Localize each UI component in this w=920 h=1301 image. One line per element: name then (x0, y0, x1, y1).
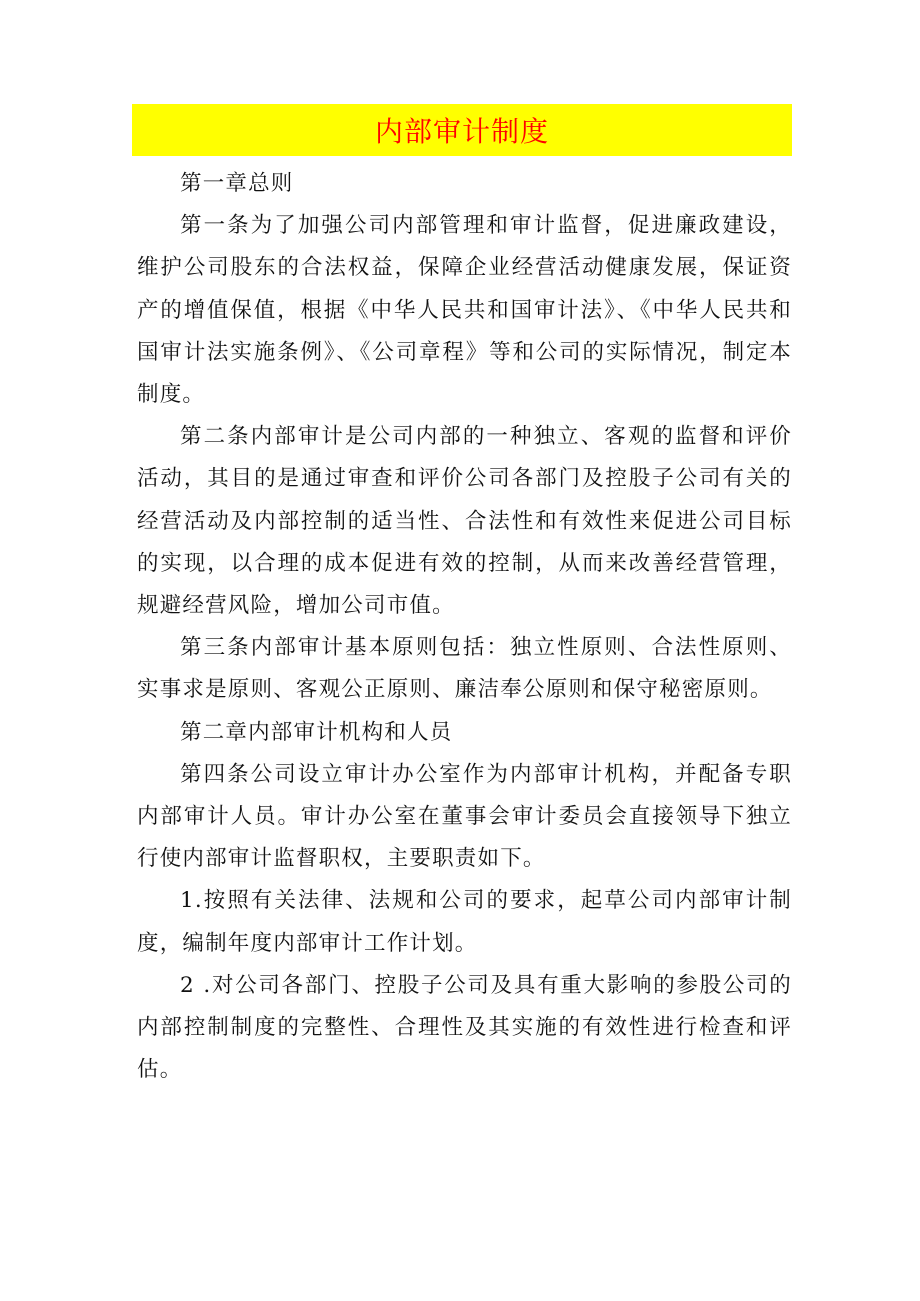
chapter-heading-2: 第二章内部审计机构和人员 (180, 719, 453, 745)
article-2: 第二条内部审计是公司内部的一种独立、客观的监督和评价活动，其目的是通过审查和评价公司各部门及控股子公司有关的经营活动及内部控制的适当性、合法性和有效性来促进公司目标的实现，以合理的成本促进有效的控制，从而来改善经营管理，规避经营风险，增加公司市值。 (137, 424, 792, 619)
article-1: 第一条为了加强公司内部管理和审计监督，促进廉政建设，维护公司股东的合法权益，保障企业经营活动健康发展，保证资产的增值保值，根据《中华人民共和国审计法》、《中华人民共和国审计法实施条例》、《公司章程》等和公司的实际情况，制定本制度。 (137, 213, 792, 408)
document-body (137, 163, 792, 1091)
duty-item-2: 2 .对公司各部门、控股子公司及具有重大影响的参股公司的内部控制制度的完整性、合理性及其实施的有效性进行检查和评估。 (137, 972, 792, 1083)
article-4: 第四条公司设立审计办公室作为内部审计机构，并配备专职内部审计人员。审计办公室在董事会审计委员会直接领导下独立行使内部审计监督职权，主要职责如下。 (137, 761, 792, 872)
document-title: 内部审计制度 (374, 115, 549, 148)
title-banner (132, 104, 792, 156)
article-3: 第三条内部审计基本原则包括：独立性原则、合法性原则、实事求是原则、客观公正原则、廉洁奉公原则和保守秘密原则。 (137, 635, 792, 703)
duty-item-1: 1.按照有关法律、法规和公司的要求，起草公司内部审计制度，编制年度内部审计工作计划。 (137, 888, 792, 956)
chapter-heading-1: 第一章总则 (180, 171, 294, 196)
